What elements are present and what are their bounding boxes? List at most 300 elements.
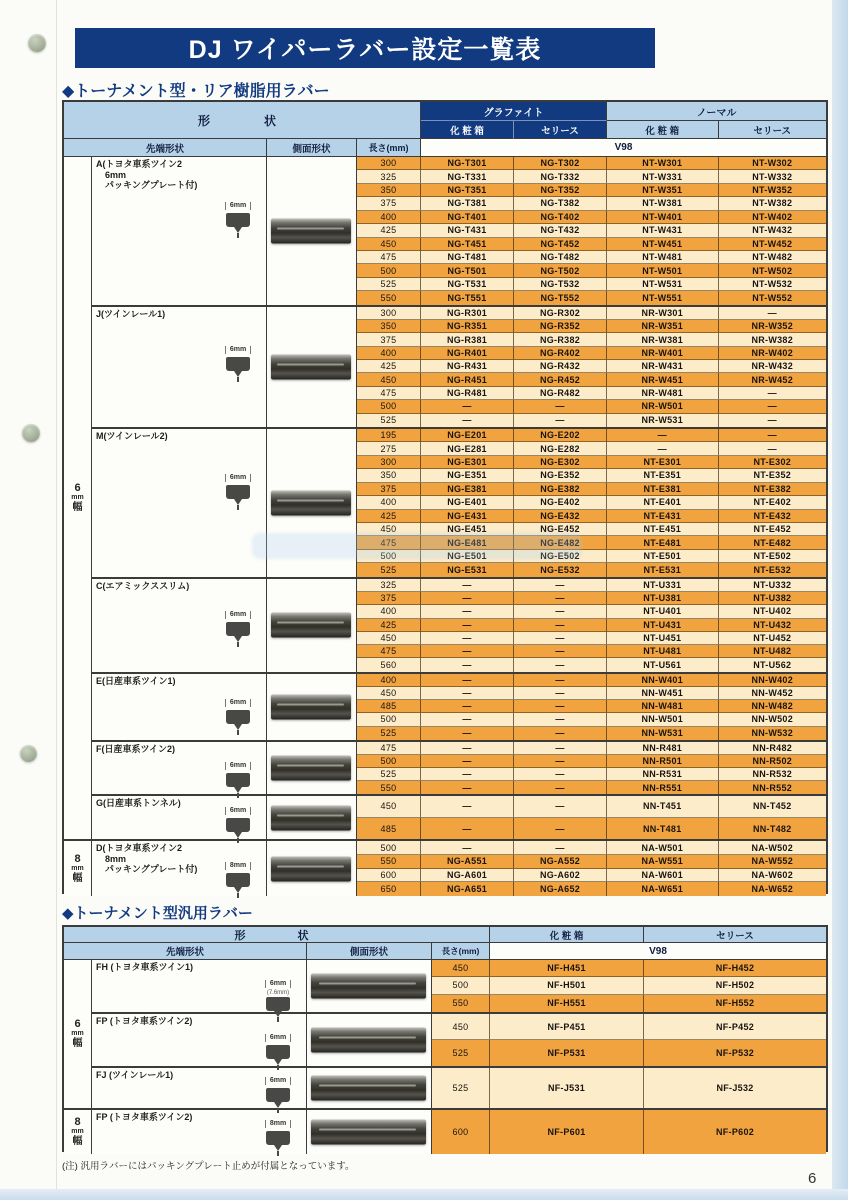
header-shape: 形 状 <box>64 927 490 943</box>
group-label <box>96 309 266 320</box>
rubber-block-shape <box>226 622 250 636</box>
code-cell: NG-E482 <box>514 536 607 549</box>
tip-shape-panel <box>92 579 267 672</box>
code-cell: NG-E202 <box>514 429 607 442</box>
header-v98: V98 <box>490 943 826 960</box>
code-cell: NT-U432 <box>719 619 827 632</box>
side-profile-photo <box>271 694 351 719</box>
code-cell: — <box>421 579 514 592</box>
rubber-block-shape <box>266 1131 290 1145</box>
group-A <box>92 157 826 307</box>
code-cell: NT-E482 <box>719 536 827 549</box>
code-cell: — <box>421 658 514 671</box>
code-cell: NT-E382 <box>719 483 827 496</box>
code-cell: — <box>514 579 607 592</box>
code-cell: NT-E481 <box>607 536 719 549</box>
code-cell: — <box>514 700 607 713</box>
group-E <box>92 674 826 742</box>
code-cell: NR-W481 <box>607 387 719 400</box>
table-row <box>357 742 826 755</box>
code-cell: — <box>514 400 607 413</box>
length-cell: 550 <box>357 781 421 794</box>
code-cell: — <box>514 605 607 618</box>
length-cell: 550 <box>432 995 490 1012</box>
side-profile-photo <box>271 613 351 638</box>
code-cell: NG-T352 <box>514 184 607 197</box>
group-G <box>92 796 826 841</box>
header-graphite: グラファイト <box>421 102 607 121</box>
table-row <box>357 818 826 840</box>
length-cell: 450 <box>357 373 421 386</box>
code-cell: NT-U452 <box>719 632 827 645</box>
code-cell: NT-E501 <box>607 550 719 563</box>
tip-cross-section-icon <box>215 194 261 238</box>
group-label-line: A(トヨタ車系ツイン2 <box>96 159 183 169</box>
code-cell: NT-W481 <box>607 251 719 264</box>
length-cell: 560 <box>357 658 421 671</box>
width-label-number: 8 <box>74 1116 81 1128</box>
code-cell: NG-E381 <box>421 483 514 496</box>
side-shape-panel <box>267 796 357 839</box>
code-cell: NG-E351 <box>421 469 514 482</box>
code-cell: NF-J532 <box>716 1083 754 1093</box>
code-cell: NF-P452 <box>644 1014 826 1040</box>
table-row <box>357 347 826 360</box>
code-cell: NN-W452 <box>719 687 827 700</box>
code-cell: NF-H502 <box>644 977 826 994</box>
code-cell: NN-R482 <box>719 742 827 755</box>
width-label-kanji: 幅 <box>72 502 83 514</box>
code-cell: NT-E431 <box>607 510 719 523</box>
tip-cross-section-icon <box>215 691 261 735</box>
code-cell: NN-W532 <box>751 728 794 739</box>
table-row <box>432 1068 826 1108</box>
table-row <box>357 211 826 224</box>
group-rows <box>357 157 826 305</box>
code-cell: — <box>421 781 514 794</box>
code-cell: NT-W502 <box>719 264 827 277</box>
code-cell: NG-A652 <box>514 882 607 896</box>
code-cell: NG-T532 <box>514 278 607 291</box>
tip-shape-panel <box>92 157 267 305</box>
code-cell: NF-H451 <box>490 960 644 977</box>
length-cell: 525 <box>432 1068 490 1108</box>
code-cell: — <box>514 645 607 658</box>
table-row <box>432 977 826 994</box>
side-shape-panel <box>267 157 357 305</box>
header-box: 化 粧 箱 <box>490 927 644 943</box>
table-row <box>357 224 826 237</box>
code-cell: — <box>421 796 514 818</box>
group-label-line: FJ (ツインレール1) <box>96 1070 174 1080</box>
code-cell: NG-E282 <box>514 442 607 455</box>
code-cell: NT-E351 <box>607 469 719 482</box>
tip-cross-section-icon <box>215 603 261 647</box>
code-cell: — <box>719 442 827 455</box>
group-rows <box>357 307 826 427</box>
group-label-line: J(ツインレール1) <box>96 308 166 319</box>
table-row <box>357 251 826 264</box>
code-cell: NR-W401 <box>607 347 719 360</box>
code-cell: NG-R431 <box>421 360 514 373</box>
group-label-line: 6mm <box>96 169 127 180</box>
length-cell: 450 <box>432 1014 490 1040</box>
length-cell: 500 <box>357 713 421 726</box>
code-cell: NG-E401 <box>421 496 514 509</box>
rubber-block-shape <box>266 1045 290 1059</box>
length-cell: 485 <box>357 818 421 840</box>
header-v98: V98 <box>421 139 826 157</box>
group-stack <box>92 157 826 896</box>
code-cell: NF-H551 <box>490 995 644 1012</box>
group-rows <box>357 742 826 794</box>
code-cell: NR-W451 <box>607 373 719 386</box>
length-cell: 450 <box>357 687 421 700</box>
length-cell: 350 <box>357 469 421 482</box>
table-row <box>357 796 826 818</box>
code-cell: NG-E451 <box>421 523 514 536</box>
code-cell: NT-W401 <box>607 211 719 224</box>
code-cell: NF-P531 <box>490 1040 644 1066</box>
code-cell: NT-E452 <box>719 523 827 536</box>
length-cell: 525 <box>357 727 421 740</box>
width-label-unit: mm <box>71 494 84 502</box>
table-row <box>357 320 826 333</box>
length-cell: 450 <box>432 960 490 977</box>
code-cell: NF-H452 <box>644 960 826 977</box>
length-cell: 400 <box>357 496 421 509</box>
tip-shape-panel <box>92 429 267 577</box>
code-cell: NN-W401 <box>607 674 719 687</box>
length-cell: 450 <box>357 632 421 645</box>
side-profile-photo <box>311 974 426 999</box>
code-cell: NA-W651 <box>607 882 719 896</box>
table-row <box>357 579 826 592</box>
tip-shape-panel <box>92 742 267 794</box>
tip-cross-section-icon <box>255 1026 301 1070</box>
header-normal: ノーマル <box>607 102 826 121</box>
code-cell: NT-W432 <box>719 224 827 237</box>
group-FH <box>92 960 826 1014</box>
code-cell: NT-U331 <box>607 579 719 592</box>
code-cell: NG-E301 <box>421 456 514 469</box>
length-cell: 525 <box>432 1040 490 1066</box>
code-cell: NR-W381 <box>607 333 719 346</box>
code-cell: NG-T402 <box>514 211 607 224</box>
length-cell: 425 <box>357 360 421 373</box>
tip-width-label: 6mm <box>225 611 251 619</box>
code-cell: — <box>421 645 514 658</box>
group-FP6 <box>92 1014 826 1068</box>
group-label-line: FP (トヨタ車系ツイン2) <box>96 1016 193 1026</box>
code-cell: NG-T451 <box>421 238 514 251</box>
code-cell: NR-W531 <box>607 414 719 427</box>
table-row <box>357 687 826 700</box>
group-label-line: 8mm <box>96 853 127 864</box>
side-shape-panel <box>267 674 357 740</box>
length-cell: 525 <box>357 563 421 576</box>
group-rows <box>432 1110 826 1154</box>
code-cell: NN-W531 <box>607 727 719 740</box>
group-label <box>96 744 266 755</box>
tip-shape-panel <box>92 1110 307 1154</box>
code-cell: NF-P532 <box>715 1048 755 1058</box>
group-label <box>96 159 266 191</box>
table-row <box>357 619 826 632</box>
rubber-stem-shape <box>237 642 239 647</box>
group-label-line: FH (トヨタ車系ツイン1) <box>96 962 194 972</box>
code-cell: — <box>514 687 607 700</box>
code-cell: NT-E502 <box>719 550 827 563</box>
code-cell: NG-E431 <box>421 510 514 523</box>
code-cell: NG-R352 <box>514 320 607 333</box>
code-cell: NR-W431 <box>607 360 719 373</box>
group-label <box>96 431 266 442</box>
length-cell: 325 <box>357 579 421 592</box>
tip-width-label: 6mm <box>225 202 251 210</box>
length-cell: 375 <box>357 333 421 346</box>
length-cell: 475 <box>357 645 421 658</box>
code-cell: — <box>719 387 827 400</box>
code-cell: NG-R481 <box>421 387 514 400</box>
code-cell: — <box>607 429 719 442</box>
code-cell: NG-A651 <box>421 882 514 896</box>
length-cell: 525 <box>357 768 421 781</box>
tip-cross-section-icon <box>215 799 261 843</box>
tip-shape-panel <box>92 1014 307 1066</box>
length-cell: 600 <box>357 869 421 883</box>
rear-rubber-table <box>62 100 828 894</box>
code-cell: NG-R432 <box>514 360 607 373</box>
code-cell: — <box>514 781 607 794</box>
code-cell: NR-W301 <box>607 307 719 320</box>
code-cell: NN-R502 <box>719 755 827 768</box>
width-label-cell <box>64 841 92 895</box>
code-cell: NT-U401 <box>607 605 719 618</box>
code-cell: NG-E452 <box>514 523 607 536</box>
length-cell: 400 <box>357 674 421 687</box>
code-cell: NA-W501 <box>607 841 719 855</box>
code-cell: — <box>421 818 514 840</box>
length-cell: 400 <box>357 605 421 618</box>
rubber-block-shape <box>226 213 250 227</box>
code-cell: NR-W352 <box>719 320 827 333</box>
table-row <box>432 995 826 1012</box>
code-cell: NG-A552 <box>514 855 607 869</box>
code-cell: — <box>514 592 607 605</box>
code-cell: NN-R531 <box>607 768 719 781</box>
table-row <box>357 768 826 781</box>
header-tip-shape: 先端形状 <box>64 943 307 960</box>
binder-hole-icon <box>28 34 46 52</box>
code-cell: — <box>514 841 607 855</box>
code-cell: — <box>421 414 514 427</box>
group-stack <box>92 960 826 1154</box>
general-rubber-table <box>62 925 828 1152</box>
code-cell: — <box>607 442 719 455</box>
tip-width-label: 6mm <box>265 1077 291 1085</box>
tip-cross-section-icon <box>255 1112 301 1156</box>
code-cell: NN-W502 <box>719 713 827 726</box>
group-rows <box>357 841 826 895</box>
tip-cross-section-icon <box>255 1069 301 1113</box>
width-label-kanji: 幅 <box>72 1038 83 1049</box>
code-cell: NF-H552 <box>715 998 755 1009</box>
tip-cross-section-icon <box>215 338 261 382</box>
code-cell: — <box>514 674 607 687</box>
code-cell: NG-E532 <box>514 563 607 576</box>
table-row <box>357 170 826 183</box>
code-cell: — <box>514 658 607 671</box>
code-cell: — <box>514 768 607 781</box>
group-C <box>92 579 826 674</box>
code-cell: NT-E432 <box>719 510 827 523</box>
code-cell: NG-E302 <box>514 456 607 469</box>
group-label <box>96 1016 306 1027</box>
code-cell: — <box>719 307 827 320</box>
length-cell: 450 <box>357 238 421 251</box>
scan-artifact <box>252 533 582 559</box>
side-shape-panel <box>267 307 357 427</box>
table-row <box>357 442 826 455</box>
code-cell: NT-W551 <box>607 291 719 304</box>
group-label-line: FP (トヨタ車系ツイン2) <box>96 1112 193 1122</box>
code-cell: NT-U561 <box>607 658 719 671</box>
group-label-line: パッキングプレート付) <box>96 864 198 875</box>
length-cell: 475 <box>357 387 421 400</box>
table-row <box>357 469 826 482</box>
length-cell: 500 <box>357 755 421 768</box>
side-profile-photo <box>271 218 351 243</box>
tip-width-label: 6mm <box>225 762 251 770</box>
group-label-line: F(日産車系ツイン2) <box>96 743 176 754</box>
code-cell: NA-W502 <box>719 841 827 855</box>
code-cell: — <box>421 592 514 605</box>
group-F <box>92 742 826 796</box>
width-label-column <box>64 157 92 896</box>
length-cell: 300 <box>357 157 421 170</box>
code-cell: NG-T382 <box>514 197 607 210</box>
length-cell: 450 <box>357 796 421 818</box>
length-cell: 475 <box>357 742 421 755</box>
table-row <box>357 645 826 658</box>
code-cell: NA-W551 <box>607 855 719 869</box>
code-cell: — <box>421 400 514 413</box>
group-label-line: M(ツインレール2) <box>96 430 168 441</box>
rubber-stem-shape <box>237 893 239 898</box>
code-cell: NG-R302 <box>514 307 607 320</box>
code-cell: — <box>421 674 514 687</box>
page-number: 6 <box>808 1170 817 1187</box>
length-cell: 475 <box>357 251 421 264</box>
code-cell: NN-W501 <box>607 713 719 726</box>
code-cell: NT-E401 <box>607 496 719 509</box>
length-cell: 525 <box>357 278 421 291</box>
code-cell: NT-E532 <box>753 564 792 575</box>
code-cell: NG-T301 <box>421 157 514 170</box>
code-cell: NG-T482 <box>514 251 607 264</box>
code-cell: NG-R451 <box>421 373 514 386</box>
code-cell: NT-U451 <box>607 632 719 645</box>
table-row <box>357 333 826 346</box>
code-cell: NT-E352 <box>719 469 827 482</box>
code-cell: NT-U431 <box>607 619 719 632</box>
length-cell: 450 <box>357 523 421 536</box>
width-label-cell <box>64 1110 92 1154</box>
code-cell: NT-W482 <box>719 251 827 264</box>
length-cell: 350 <box>357 320 421 333</box>
code-cell: NN-R532 <box>719 768 827 781</box>
side-shape-panel <box>307 960 432 1012</box>
length-cell: 400 <box>357 211 421 224</box>
table-row <box>432 1014 826 1040</box>
page-title-bar <box>75 28 655 68</box>
header-length: 長さ(mm) <box>432 943 490 960</box>
rubber-block-shape <box>226 818 250 832</box>
group-J <box>92 307 826 429</box>
length-cell: 500 <box>357 400 421 413</box>
code-cell: — <box>514 755 607 768</box>
code-cell: NG-T531 <box>421 278 514 291</box>
table-row <box>357 278 826 291</box>
table-row <box>357 658 826 671</box>
table-row <box>357 483 826 496</box>
code-cell: NG-T381 <box>421 197 514 210</box>
code-cell: — <box>514 818 607 840</box>
table-row <box>357 510 826 523</box>
code-cell: NT-U332 <box>719 579 827 592</box>
page-title: DJ ワイパーラバー設定一覧表 <box>188 36 542 64</box>
tip-width-label: 8mm <box>225 862 251 870</box>
code-cell: NT-E301 <box>607 456 719 469</box>
length-cell: 550 <box>357 291 421 304</box>
code-cell: NG-E432 <box>514 510 607 523</box>
code-cell: NN-T452 <box>719 796 827 818</box>
table-row <box>357 496 826 509</box>
header-graphite-series: セリース <box>514 121 607 139</box>
code-cell: — <box>514 796 607 818</box>
rubber-block-shape <box>266 997 290 1011</box>
code-cell: NT-W332 <box>719 170 827 183</box>
table-row <box>357 291 826 304</box>
code-cell: NG-T331 <box>421 170 514 183</box>
code-cell: NT-W381 <box>607 197 719 210</box>
code-cell: NG-E501 <box>421 550 514 563</box>
tip-width-sublabel: (7.6mm) <box>266 990 290 996</box>
general-table-body <box>64 960 826 1154</box>
code-cell: NT-W501 <box>607 264 719 277</box>
code-cell: NF-P451 <box>490 1014 644 1040</box>
code-cell: NG-T332 <box>514 170 607 183</box>
code-cell: NA-W552 <box>719 855 827 869</box>
table-row <box>357 592 826 605</box>
code-cell: — <box>421 768 514 781</box>
code-cell: NT-E302 <box>719 456 827 469</box>
length-cell: 195 <box>357 429 421 442</box>
scan-edge-right <box>832 0 848 1200</box>
code-cell: NF-J531 <box>490 1068 644 1108</box>
side-profile-photo <box>311 1120 426 1145</box>
tip-shape-panel <box>92 674 267 740</box>
code-cell: NG-T452 <box>514 238 607 251</box>
table-row <box>357 713 826 726</box>
code-cell: — <box>421 700 514 713</box>
code-cell: NN-R551 <box>607 781 719 794</box>
code-cell: NT-W402 <box>719 211 827 224</box>
width-label-column <box>64 960 92 1154</box>
table-row <box>357 387 826 400</box>
length-cell: 275 <box>357 442 421 455</box>
